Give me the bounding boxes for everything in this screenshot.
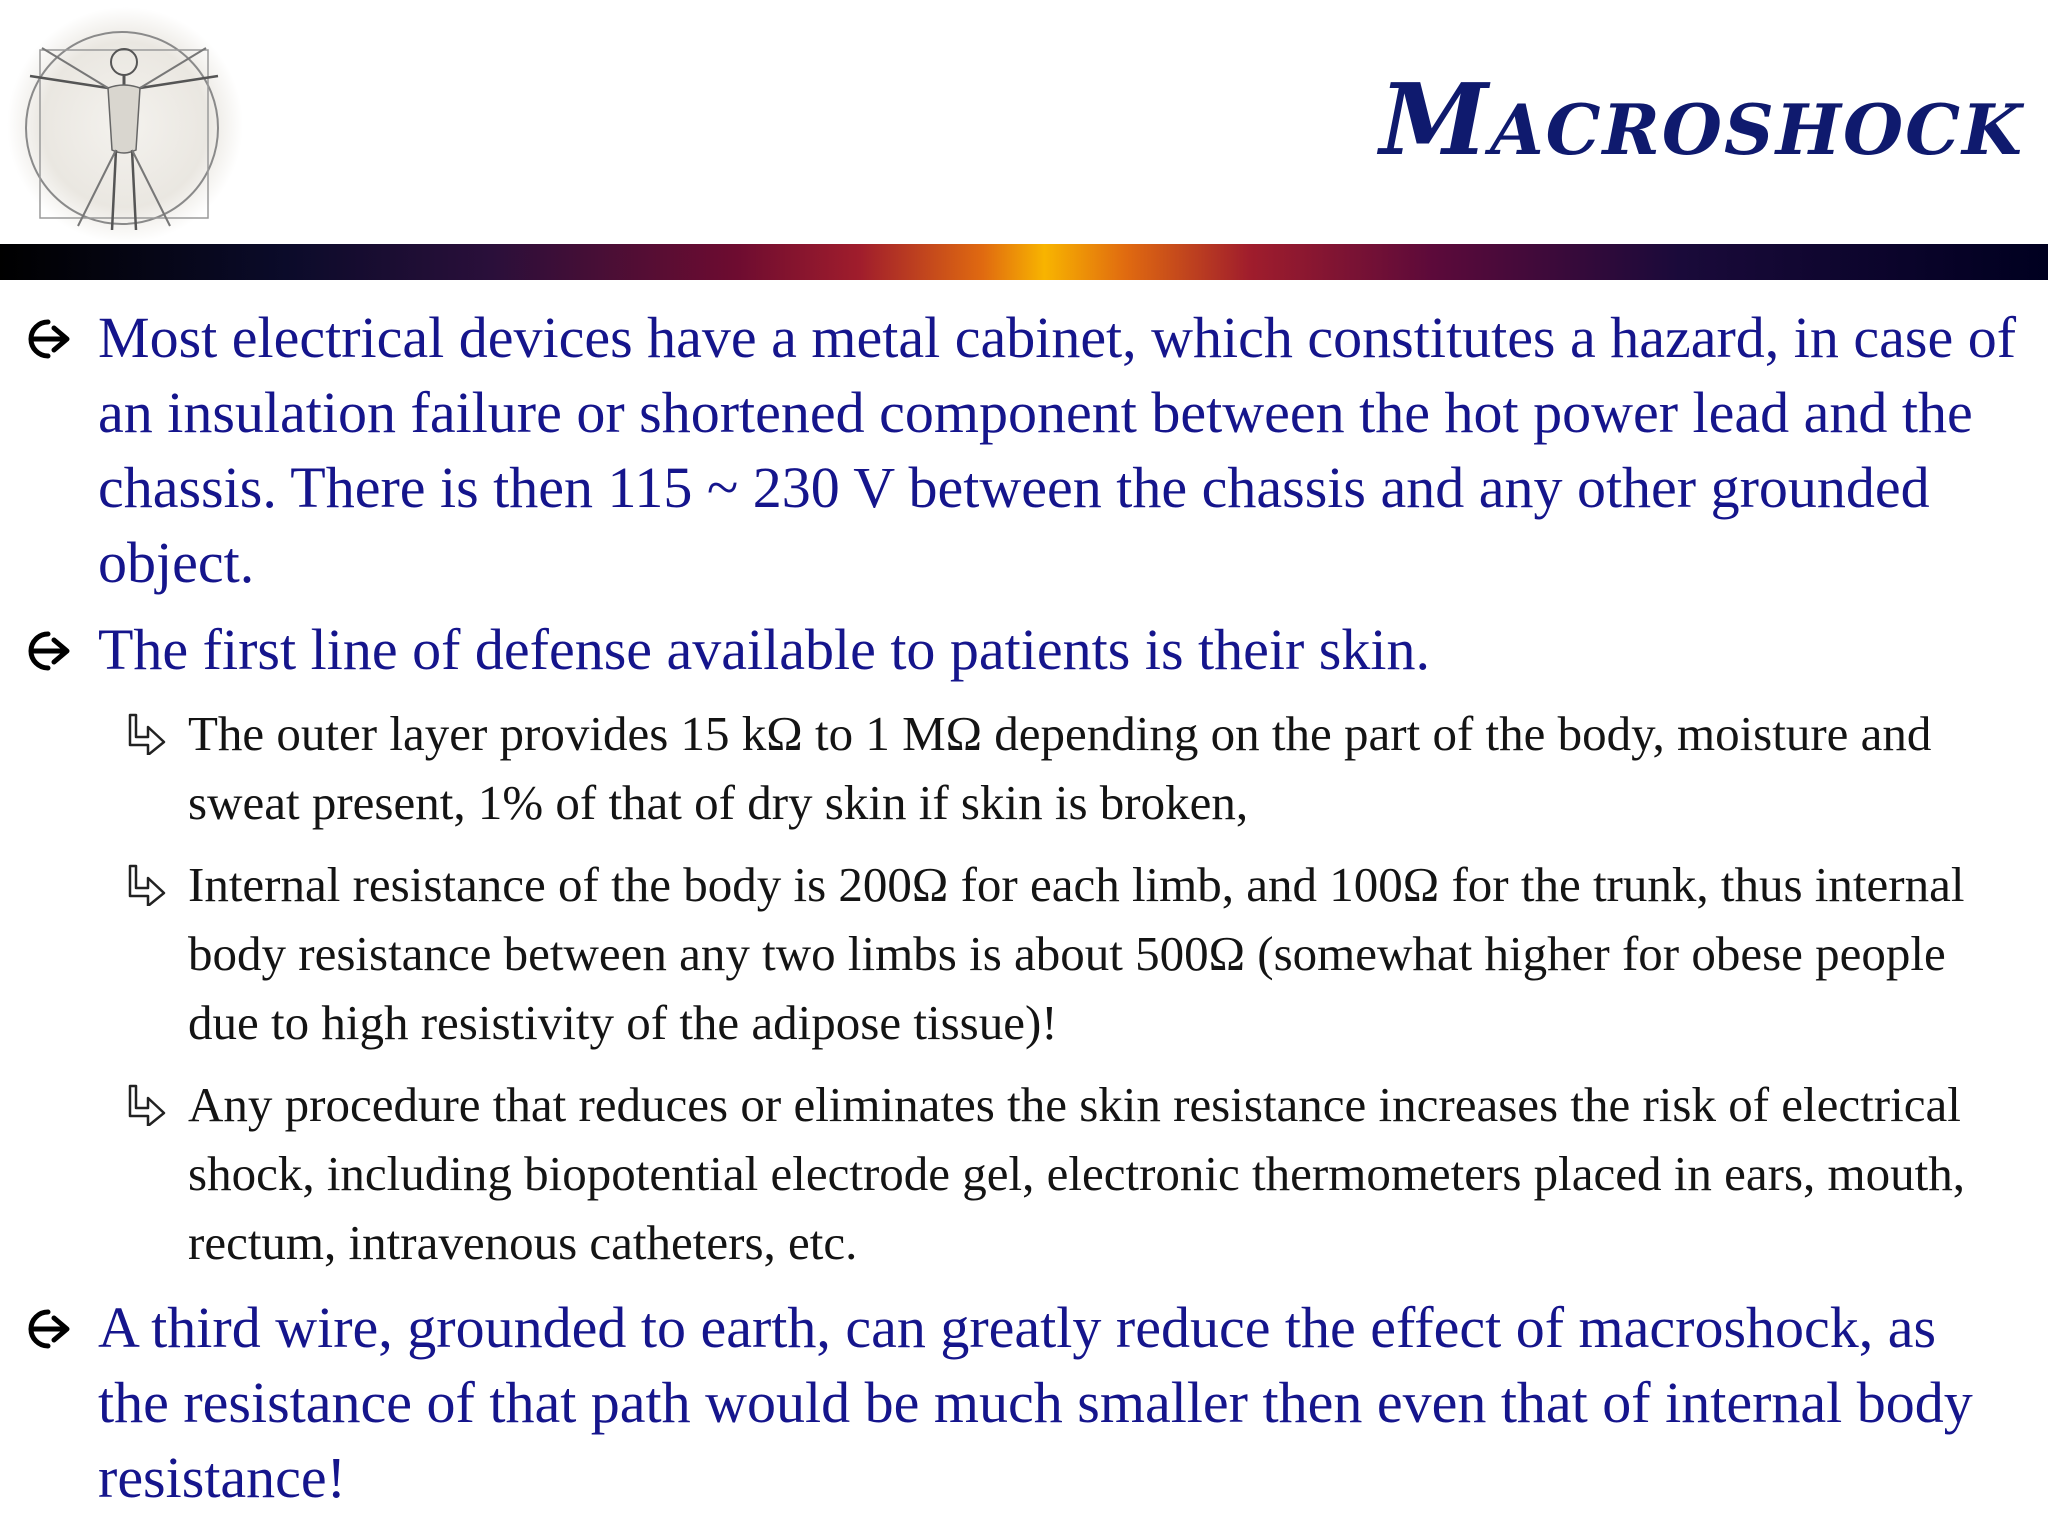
bullet-level2	[0, 850, 2048, 1057]
bullet-level2	[0, 1070, 2048, 1277]
bullet-text: Internal resistance of the body is 200Ω for each limb, and 100Ω for the trunk, thus internal body resistance between any two limbs is about 500Ω (somewhat higher for obese people due to high resistivity of the adipose tissue)!	[188, 857, 1965, 1050]
slide-body	[0, 300, 2048, 1527]
title-divider	[0, 244, 2048, 280]
bullet-text: A third wire, grounded to earth, can greatly reduce the effect of macroshock, as the resistance of that path would be much smaller then even that of internal body resistance!	[98, 1295, 1973, 1510]
slide-title: Macroshock	[1379, 63, 2024, 178]
outlined-arrow-down-right-icon	[124, 1082, 168, 1126]
arrow-circle-right-icon	[26, 319, 70, 359]
arrow-circle-right-icon	[26, 631, 70, 671]
bullet-level1	[0, 612, 2048, 687]
bullet-text: Any procedure that reduces or eliminates the skin resistance increases the risk of electrical shock, including biopotential electrode gel, electronic thermometers placed in ears, mouth, rectum, intravenous catheters, etc.	[188, 1077, 1966, 1270]
bullet-level1	[0, 1290, 2048, 1515]
bullet-level1	[0, 300, 2048, 600]
outlined-arrow-down-right-icon	[124, 862, 168, 906]
arrow-circle-right-icon	[26, 1309, 70, 1349]
bullet-text: Most electrical devices have a metal cabinet, which constitutes a hazard, in case of an insulation failure or shortened component between the hot power lead and the chassis. There is then 115 ~ 230 V between the chassis and any other grounded object.	[98, 305, 2017, 595]
bullet-level2	[0, 699, 2048, 837]
outlined-arrow-down-right-icon	[124, 711, 168, 755]
logo	[0, 0, 250, 248]
vitruvian-man-icon	[0, 0, 250, 248]
bullet-text: The first line of defense available to patients is their skin.	[98, 617, 1430, 682]
bullet-text: The outer layer provides 15 kΩ to 1 MΩ depending on the part of the body, moisture and sweat present, 1% of that of dry skin if skin is broken,	[188, 706, 1932, 830]
